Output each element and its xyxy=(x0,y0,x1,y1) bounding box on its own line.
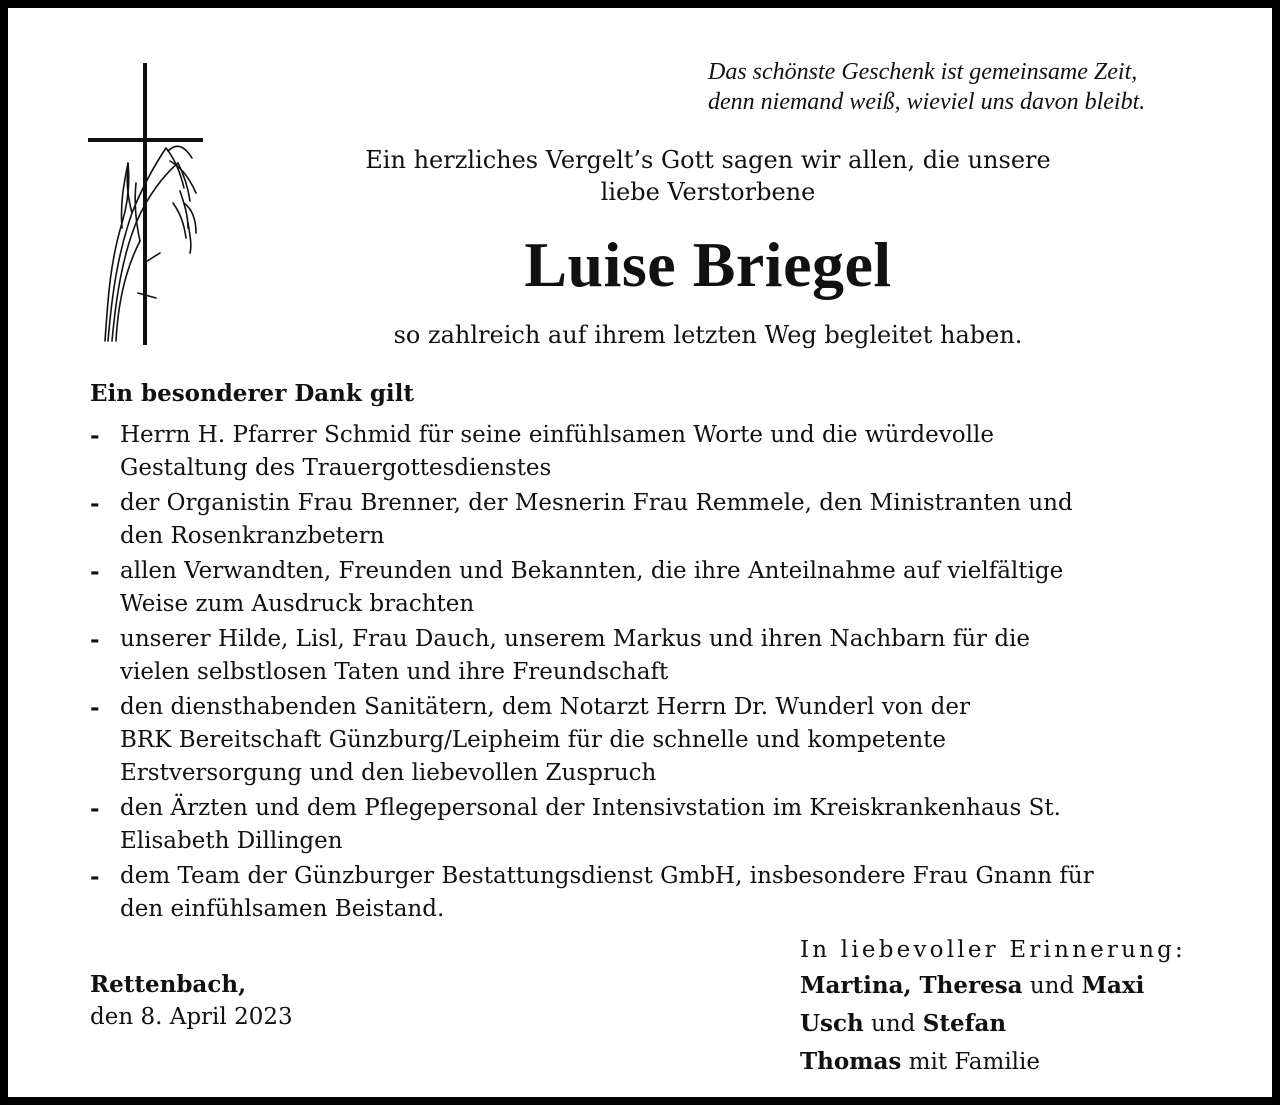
intro-line-1: Ein herzliches Vergelt’s Gott sagen wir allen, die unsere xyxy=(365,146,1051,174)
place-and-date xyxy=(90,968,293,1034)
quote xyxy=(708,57,1228,117)
thanks-item-text: allen Verwandten, Freunden und Bekannten, die ihre Anteilnahme auf vielfältige Weise zum Ausdruck brachten xyxy=(120,558,1064,617)
signature-line-2 xyxy=(800,1005,1240,1043)
outro-text: so zahlreich auf ihrem letzten Weg begleitet haben. xyxy=(393,321,1023,349)
thanks-item-text: der Organistin Frau Brenner, der Mesnerin Frau Remmele, den Ministranten und den Rosenkranzbetern xyxy=(120,490,1073,549)
intro-line-2: liebe Verstorbene xyxy=(600,178,816,206)
thanks-item xyxy=(90,623,1220,689)
dash-marker: - xyxy=(90,795,100,822)
dash-marker: - xyxy=(90,490,100,517)
signature-line-1 xyxy=(800,967,1240,1005)
memory-line: In liebevoller Erinnerung: xyxy=(800,937,1187,963)
signature-suffix-3: mit Familie xyxy=(901,1049,1041,1075)
deceased-name: Luise Briegel xyxy=(524,229,892,300)
thanks-item-text: Herrn H. Pfarrer Schmid für seine einfühlsamen Worte und die würdevolle Gestaltung des Trauergottesdienstes xyxy=(120,422,994,481)
thanks-item-text: unserer Hilde, Lisl, Frau Dauch, unserem Markus und ihren Nachbarn für die vielen selbstlosen Taten und ihre Freundschaft xyxy=(120,626,1031,685)
thanks-list xyxy=(90,419,1220,928)
place-date: den 8. April 2023 xyxy=(90,1004,293,1030)
quote-line-1: Das schönste Geschenk ist gemeinsame Zeit, xyxy=(708,59,1138,85)
quote-line-2: denn niemand weiß, wieviel uns davon bleibt. xyxy=(708,89,1146,115)
signature-names-1: Martina, Theresa xyxy=(800,972,1023,999)
thanks-item xyxy=(90,860,1220,926)
thanks-item-text: dem Team der Günzburger Bestattungsdienst GmbH, insbesondere Frau Gnann für den einfühlsamen Beistand. xyxy=(120,863,1094,922)
thanks-item xyxy=(90,487,1220,553)
thanks-item xyxy=(90,419,1220,485)
dash-marker: - xyxy=(90,863,100,890)
dash-marker: - xyxy=(90,694,100,721)
dash-marker: - xyxy=(90,558,100,585)
dash-marker: - xyxy=(90,626,100,653)
dash-marker: - xyxy=(90,422,100,449)
signature-block xyxy=(800,934,1240,1081)
signature-names-3: Thomas xyxy=(800,1048,902,1075)
signature-conjunction-2: und xyxy=(863,1011,923,1037)
thanks-item-text: den diensthabenden Sanitätern, dem Notarzt Herrn Dr. Wunderl von der BRK Bereitschaft Günzburg/Leipheim für die schnelle und kompetente Erstversorgung und den liebevollen Zuspruch xyxy=(120,694,971,786)
signature-conjunction-1: und xyxy=(1022,973,1082,999)
signature-line-3 xyxy=(800,1043,1240,1081)
thanks-item xyxy=(90,691,1220,790)
thanks-item xyxy=(90,792,1220,858)
signature-names-2b: Stefan xyxy=(922,1010,1007,1037)
signature-names-1b: Maxi xyxy=(1081,972,1145,999)
signature-names-2: Usch xyxy=(800,1010,864,1037)
thanks-item-text: den Ärzten und dem Pflegepersonal der Intensivstation im Kreiskrankenhaus St. Elisabeth Dillingen xyxy=(120,795,1061,854)
cross-with-wheat-icon xyxy=(88,63,208,345)
place-city: Rettenbach, xyxy=(90,971,247,998)
intro-text xyxy=(308,144,1108,208)
thanks-heading: Ein besonderer Dank gilt xyxy=(90,380,415,407)
thanks-item xyxy=(90,555,1220,621)
